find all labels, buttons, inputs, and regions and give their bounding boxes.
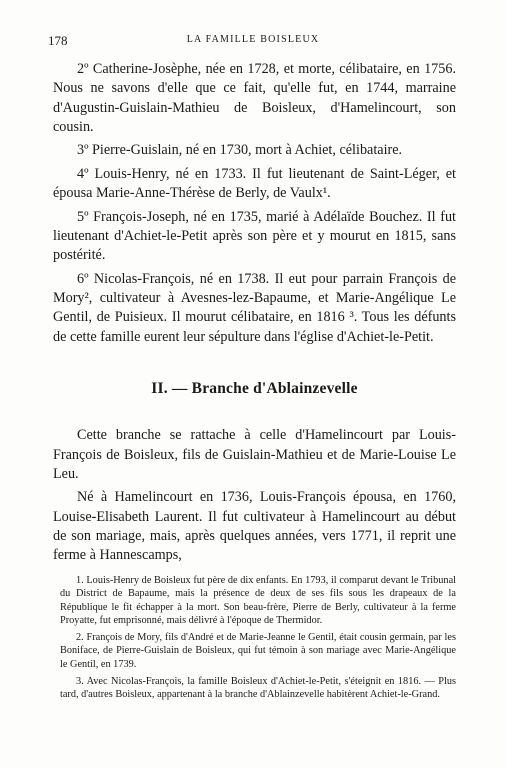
paragraph-branch-intro: Cette branche se rattache à celle d'Hamelincourt par Louis-François de Boisleux, fils de Guislain-Mathieu et de Marie-Louise Le Leu. [53, 427, 456, 482]
footnotes [60, 574, 456, 706]
main-text [53, 60, 456, 570]
paragraph-pierre: 3º Pierre-Guislain, né en 1730, mort à Achiet, célibataire. [77, 142, 403, 159]
paragraph-catherine: 2º Catherine-Josèphe, née en 1728, et morte, célibataire, en 1756. Nous ne savons d'elle que ce fait, qu'elle fut, en 1744, marraine d'Augustin-Guislain-Mathieu de Boisleux, d'Hamelincourt, son cousin. [53, 61, 456, 135]
footnote-3: 3. Avec Nicolas-François, la famille Boisleux d'Achiet-le-Petit, s'éteignit en 1816. — Plus tard, d'autres Boisleux, appartenant à la branche d'Ablainzevelle habitèrent Achiet-le-Grand. [60, 676, 456, 701]
paragraph-louis-henry: 4º Louis-Henry, né en 1733. Il fut lieutenant de Saint-Léger, et épousa Marie-Anne-Thérèse de Berly, de Vaulx¹. [53, 165, 456, 202]
running-title: LA FAMILLE BOISLEUX [186, 34, 320, 45]
paragraph-louis-francois: Né à Hamelincourt en 1736, Louis-François épousa, en 1760, Louise-Elisabeth Laurent. Il fut cultivateur à Hamelincourt au début de son mariage, mais, après quelques années, vers 1771, il reprit une ferme à Hannescamps, [53, 489, 456, 564]
footnote-1: 1. Louis-Henry de Boisleux fut père de dix enfants. En 1793, il comparut devant le Tribunal du District de Bapaume, mais la présence de deux de ses fils sous les drapeaux de la République le fit échapper à la mort. Son beau-frère, Pierre de Berly, cultivateur à la ferme Proyatte, fut emprisonné, mais délivré à l'époque de Thermidor. [60, 575, 456, 626]
paragraph-nicolas-francois: 6º Nicolas-François, né en 1738. Il eut pour parrain François de Mory², cultivateur à Avesnes-lez-Bapaume, et Marie-Angélique Le Gentil, de Puisieux. Il mourut célibataire, en 1816 ³. Tous les défunts de cette famille eurent leur sépulture dans l'église d'Achiet-le-Petit. [53, 270, 456, 345]
section-title: II. — Branche d'Ablainzevelle [151, 379, 358, 397]
paragraph-francois-joseph: 5º François-Joseph, né en 1735, marié à Adélaïde Bouchez. Il fut lieutenant d'Achiet-le-Petit après son père et y mourut en 1815, sans postérité. [53, 208, 456, 264]
footnote-2: 2. François de Mory, fils d'André et de Marie-Jeanne le Gentil, était cousin germain, par les Boniface, de Pierre-Guislain de Boisleux, qui fut témoin à son mariage avec Marie-Angélique le Gentil, en 1739. [60, 632, 456, 670]
page-header [48, 33, 458, 49]
page-number: 178 [48, 33, 68, 48]
